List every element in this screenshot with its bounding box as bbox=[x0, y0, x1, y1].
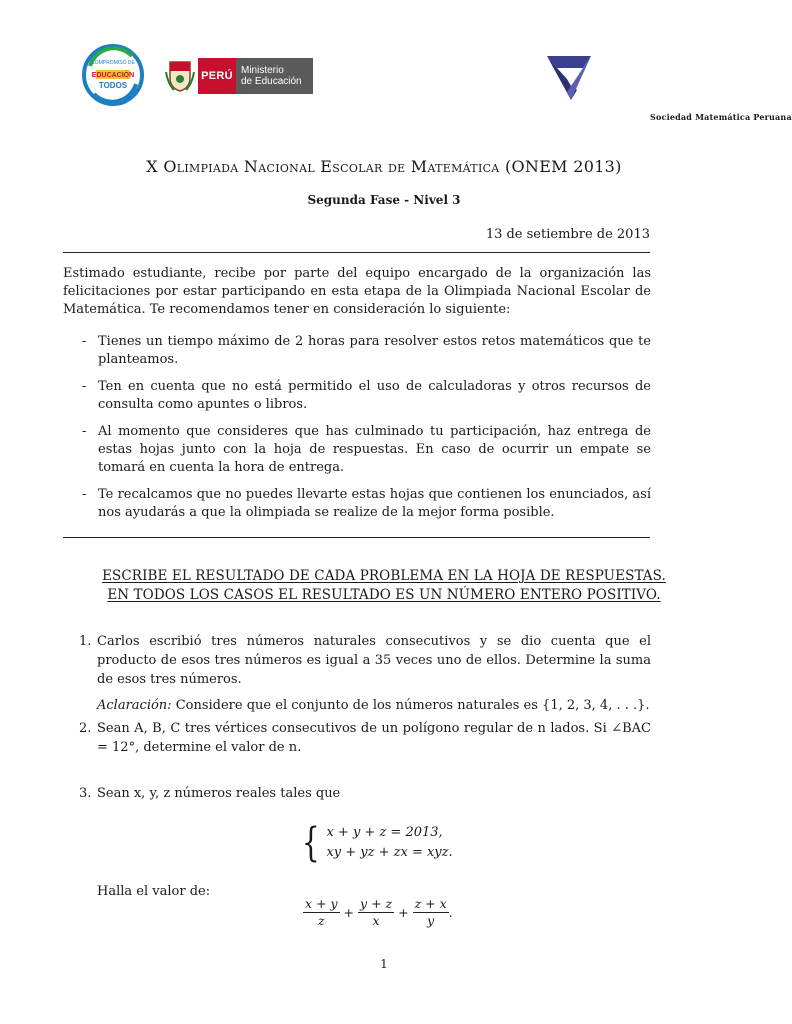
left-brace: { bbox=[301, 820, 320, 866]
list-item: - Al momento que consideres que has culminado tu participación, haz entrega de estas hojas junto con la hoja de respuestas. En caso de ocurrir un empate se tomará en cuenta la hora de entrega. bbox=[82, 424, 651, 475]
plus-sign: + bbox=[398, 905, 409, 920]
problem-number: 1. bbox=[79, 634, 92, 649]
ministry-line2: de Educación bbox=[241, 76, 302, 87]
middle-divider bbox=[63, 537, 650, 538]
top-divider bbox=[63, 252, 650, 253]
problem-1 bbox=[79, 632, 651, 715]
list-item: - Ten en cuenta que no está permitido el uso de calculadoras y otros recursos de consulta como apuntes o libros. bbox=[82, 379, 651, 412]
society-name: Sociedad Matemática Peruana bbox=[650, 112, 792, 122]
problem-text: Sean x, y, z números reales tales que bbox=[97, 786, 341, 801]
fraction-1: $\frac{x + y}{z}$ bbox=[305, 896, 338, 928]
ministry-line1: Ministerio bbox=[241, 65, 284, 76]
plus-sign: + bbox=[343, 905, 355, 920]
problem-text: Carlos escribió tres números naturales consecutivos y se dio cuenta que el producto de esos tres números es igual a 35 veces uno de ellos. Determine la suma de esos tres números. bbox=[97, 634, 651, 687]
equation-2: xy + yz + zx = xyz. bbox=[326, 845, 453, 860]
equation-system bbox=[298, 820, 453, 866]
equation-1: x + y + z = 2013, bbox=[326, 825, 443, 840]
page-number: 1 bbox=[380, 957, 388, 971]
page-subtitle: Segunda Fase - Nivel 3 bbox=[307, 193, 461, 207]
fraction-3: $\frac{z + x}{y}$ bbox=[414, 896, 447, 928]
instructions-heading bbox=[0, 567, 768, 605]
svg-text:EDUCACIÓN: EDUCACIÓN bbox=[91, 72, 135, 79]
svg-text:COMPROMISO DE: COMPROMISO DE bbox=[91, 60, 135, 66]
list-item: - Te recalcamos que no puedes llevarte estas hojas que contienen los enunciados, así nos ayudarás a que la olimpiada se realize de la mejor forma posible. bbox=[82, 487, 651, 520]
fraction-expression bbox=[303, 896, 453, 929]
problem-number: 3. bbox=[79, 786, 92, 801]
exam-date: 13 de setiembre de 2013 bbox=[485, 227, 650, 242]
problem-note: Aclaración: Considere que el conjunto de los números naturales es {1, 2, 3, 4, . . .}. bbox=[97, 698, 650, 713]
intro-paragraph: Estimado estudiante, recibe por parte del equipo encargado de la organización las felicitaciones por estar participando en esta etapa de la Olimpiada Nacional Escolar de Matemática. Te recomendamos tener en consideración lo siguiente: bbox=[63, 266, 651, 317]
peru-label: PERÚ bbox=[198, 58, 236, 94]
ministry-logo bbox=[198, 58, 313, 94]
problem-number: 2. bbox=[79, 721, 92, 736]
problem-3 bbox=[79, 784, 651, 803]
find-label: Halla el valor de: bbox=[97, 884, 211, 899]
expression-end: . bbox=[448, 905, 453, 920]
svg-text:TODOS: TODOS bbox=[98, 81, 128, 90]
peru-crest-icon bbox=[166, 58, 194, 92]
instructions-line2: EN TODOS LOS CASOS EL RESULTADO ES UN NÚMERO ENTERO POSITIVO. bbox=[107, 587, 661, 603]
education-commitment-logo bbox=[82, 44, 144, 106]
page-title: X Olimpiada Nacional Escolar de Matemática (ONEM 2013) bbox=[146, 157, 622, 176]
fraction-2: $\frac{y + z}{x}$ bbox=[360, 896, 393, 928]
smp-triangle-logo-icon bbox=[543, 50, 595, 104]
problem-2 bbox=[79, 719, 651, 757]
recommendation-list bbox=[82, 333, 651, 531]
problem-text: Sean A, B, C tres vértices consecutivos de un polígono regular de n lados. Si ∠BAC = 12°, determine el valor de n. bbox=[97, 721, 651, 755]
list-item: - Tienes un tiempo máximo de 2 horas para resolver estos retos matemáticos que te planteamos. bbox=[82, 334, 651, 367]
instructions-line1: ESCRIBE EL RESULTADO DE CADA PROBLEMA EN LA HOJA DE RESPUESTAS. bbox=[102, 568, 666, 584]
